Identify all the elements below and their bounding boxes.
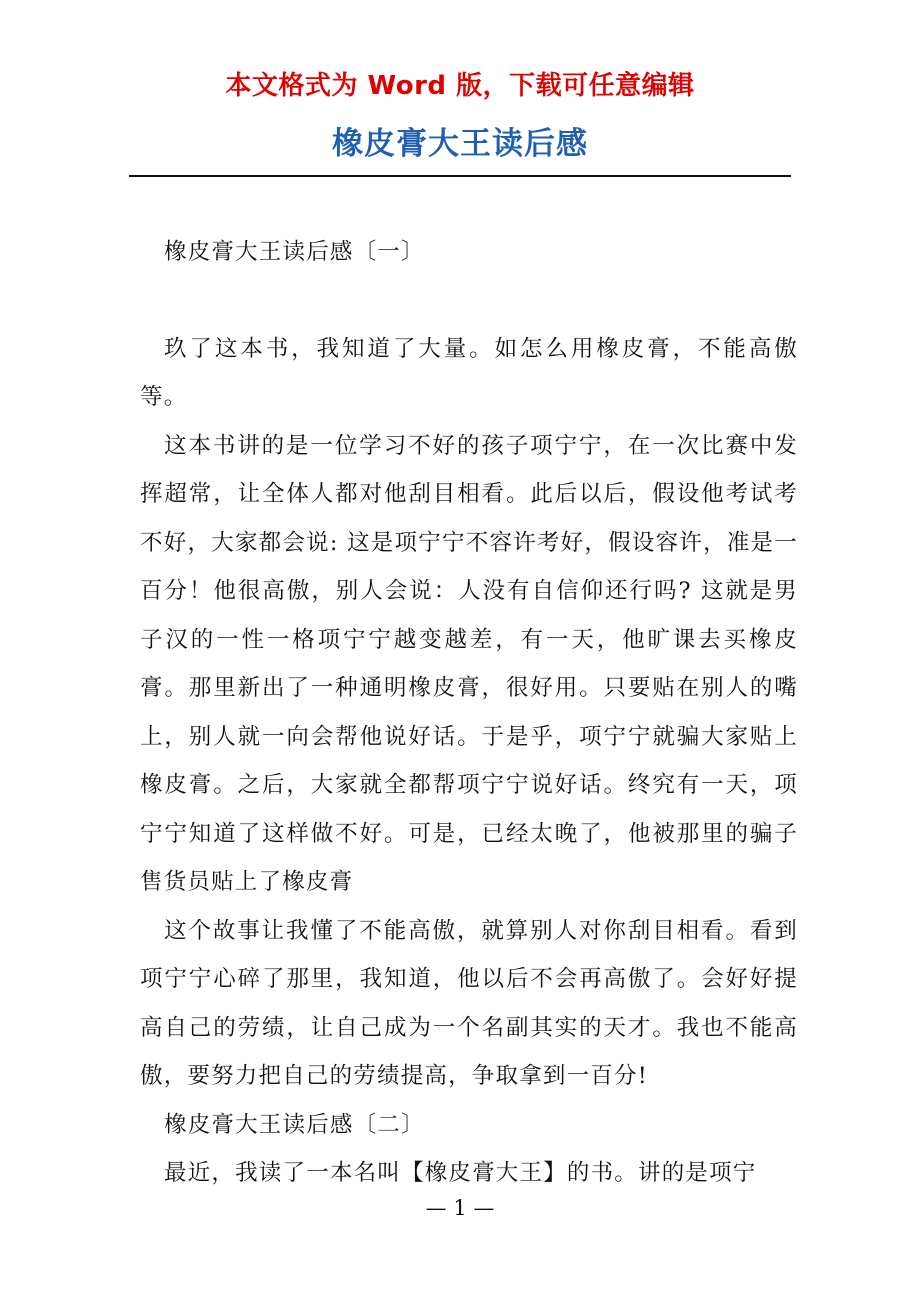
paragraph: 玖了这本书，我知道了大量。如怎么用橡皮膏，不能高傲等。: [140, 335, 798, 410]
title-divider: [129, 175, 791, 177]
download-notice-banner: 本文格式为 Word 版，下载可任意编辑: [225, 71, 695, 101]
paragraph: 这个故事让我懂了不能高傲，就算别人对你刮目相看。看到项宁宁心碎了那里，我知道，他以后不会再高傲了。会好好提高自己的劳绩，让自己成为一个名副其实的天才。我也不能高傲，要努力把自己的劳绩提高，争取拿到一百分!: [140, 917, 798, 1089]
document-body: [140, 228, 798, 1198]
paragraph: 最近，我读了一本名叫【橡皮膏大王】的书。讲的是项宁: [164, 1160, 757, 1186]
paragraph: 这本书讲的是一位学习不好的孩子项宁宁，在一次比赛中发挥超常，让全体人都对他刮目相看。此后以后，假设他考试考不好，大家都会说: 这是项宁宁不容许考好，假设容许，准是一百分！他很高傲，别人会说：人没有自信仰还行吗? 这就是男子汉的一性一格项宁宁越变越差，有一天，他旷课去买橡皮膏。那里新出了一种通明橡皮膏，很好用。只要贴在别人的嘴上，别人就一向会帮他说好话。于是乎，项宁宁就骗大家贴上橡皮膏。之后，大家就全都帮项宁宁说好话。终究有一天，项宁宁知道了这样做不好。可是，已经太晚了，他被那里的骗子售货员贴上了橡皮膏: [140, 432, 798, 895]
blank-line: [140, 277, 798, 325]
page-number: — 1 —: [425, 1196, 495, 1220]
document-title: 橡皮膏大王读后感: [332, 126, 588, 162]
section-heading-one: 橡皮膏大王读后感〔一〕: [164, 239, 425, 265]
section-heading-two: 橡皮膏大王读后感〔二〕: [164, 1111, 425, 1138]
